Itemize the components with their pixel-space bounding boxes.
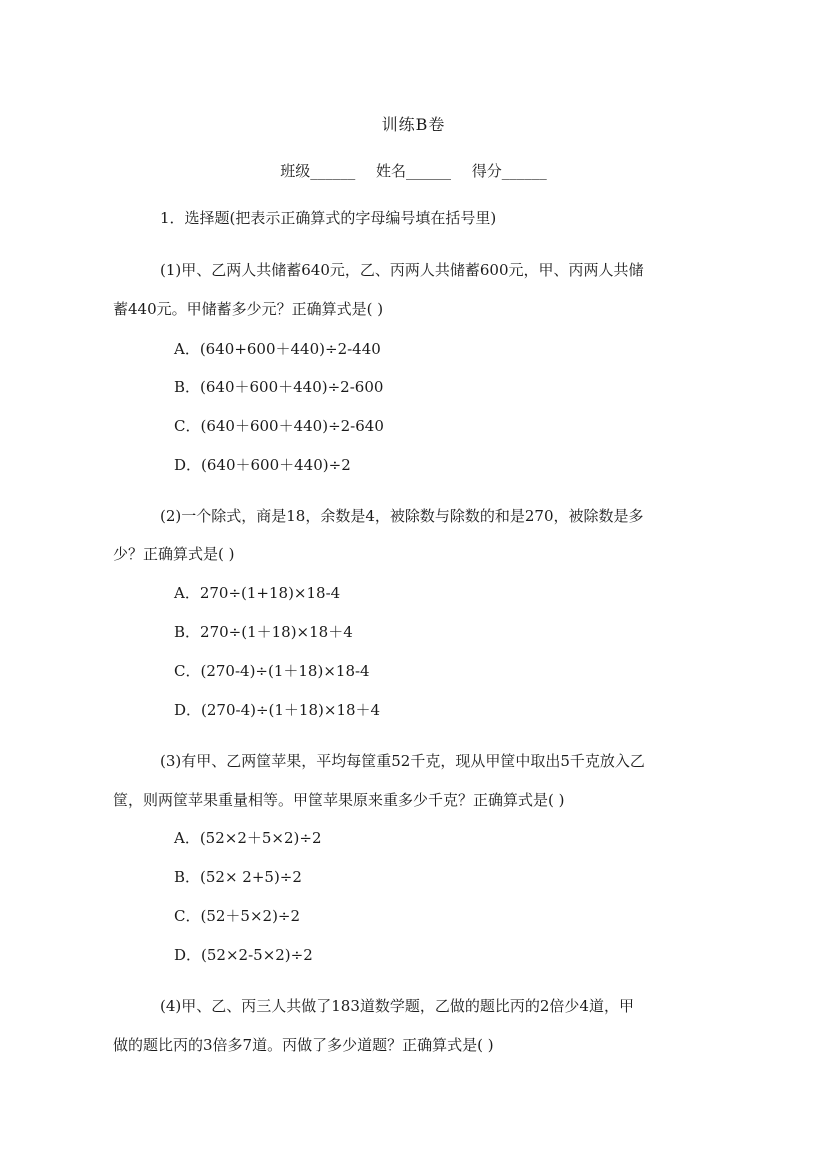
question-2-line-2: 少？正确算式是( ) bbox=[113, 545, 235, 563]
student-info bbox=[0, 160, 827, 181]
question-1-option-c: C．(640＋600＋440)÷2-640 bbox=[174, 417, 384, 435]
question-1-option-d: D．(640＋600＋440)÷2 bbox=[174, 456, 351, 474]
class-label: 班级______ bbox=[280, 162, 356, 180]
question-2-option-d: D．(270-4)÷(1＋18)×18＋4 bbox=[174, 701, 381, 719]
question-3-option-c: C．(52＋5×2)÷2 bbox=[174, 907, 301, 925]
question-1-line-1: (1)甲、乙两人共储蓄640元，乙、丙两人共储蓄600元，甲、丙两人共储 bbox=[160, 261, 644, 279]
question-2-option-a: A．270÷(1+18)×18-4 bbox=[174, 584, 341, 602]
question-3-line-2: 筐，则两筐苹果重量相等。甲筐苹果原来重多少千克？正确算式是( ) bbox=[113, 791, 565, 809]
question-1-option-b: B．(640＋600＋440)÷2-600 bbox=[174, 378, 384, 396]
page-title: 训练B卷 bbox=[381, 115, 446, 134]
question-2-option-b: B．270÷(1＋18)×18＋4 bbox=[174, 623, 353, 641]
question-2-line-1: (2)一个除式，商是18，余数是4，被除数与除数的和是270，被除数是多 bbox=[160, 507, 644, 525]
section-heading: 1．选择题(把表示正确算式的字母编号填在括号里) bbox=[160, 209, 497, 227]
score-label: 得分______ bbox=[471, 162, 547, 180]
question-3-option-b: B．(52× 2+5)÷2 bbox=[174, 868, 302, 886]
question-3-option-d: D．(52×2-5×2)÷2 bbox=[174, 946, 313, 964]
question-1-line-2: 蓄440元。甲储蓄多少元？正确算式是( ) bbox=[113, 300, 384, 318]
question-1-option-a: A．(640+600＋440)÷2-440 bbox=[174, 340, 381, 358]
question-4-line-1: (4)甲、乙、丙三人共做了183道数学题，乙做的题比丙的2倍少4道，甲 bbox=[160, 997, 634, 1015]
name-label: 姓名______ bbox=[375, 162, 451, 180]
question-3-option-a: A．(52×2＋5×2)÷2 bbox=[174, 829, 322, 847]
question-2-option-c: C．(270-4)÷(1＋18)×18-4 bbox=[174, 662, 370, 680]
question-4-line-2: 做的题比丙的3倍多7道。丙做了多少道题？正确算式是( ) bbox=[113, 1036, 494, 1054]
question-3-line-1: (3)有甲、乙两筐苹果，平均每筐重52千克，现从甲筐中取出5千克放入乙 bbox=[160, 752, 645, 770]
